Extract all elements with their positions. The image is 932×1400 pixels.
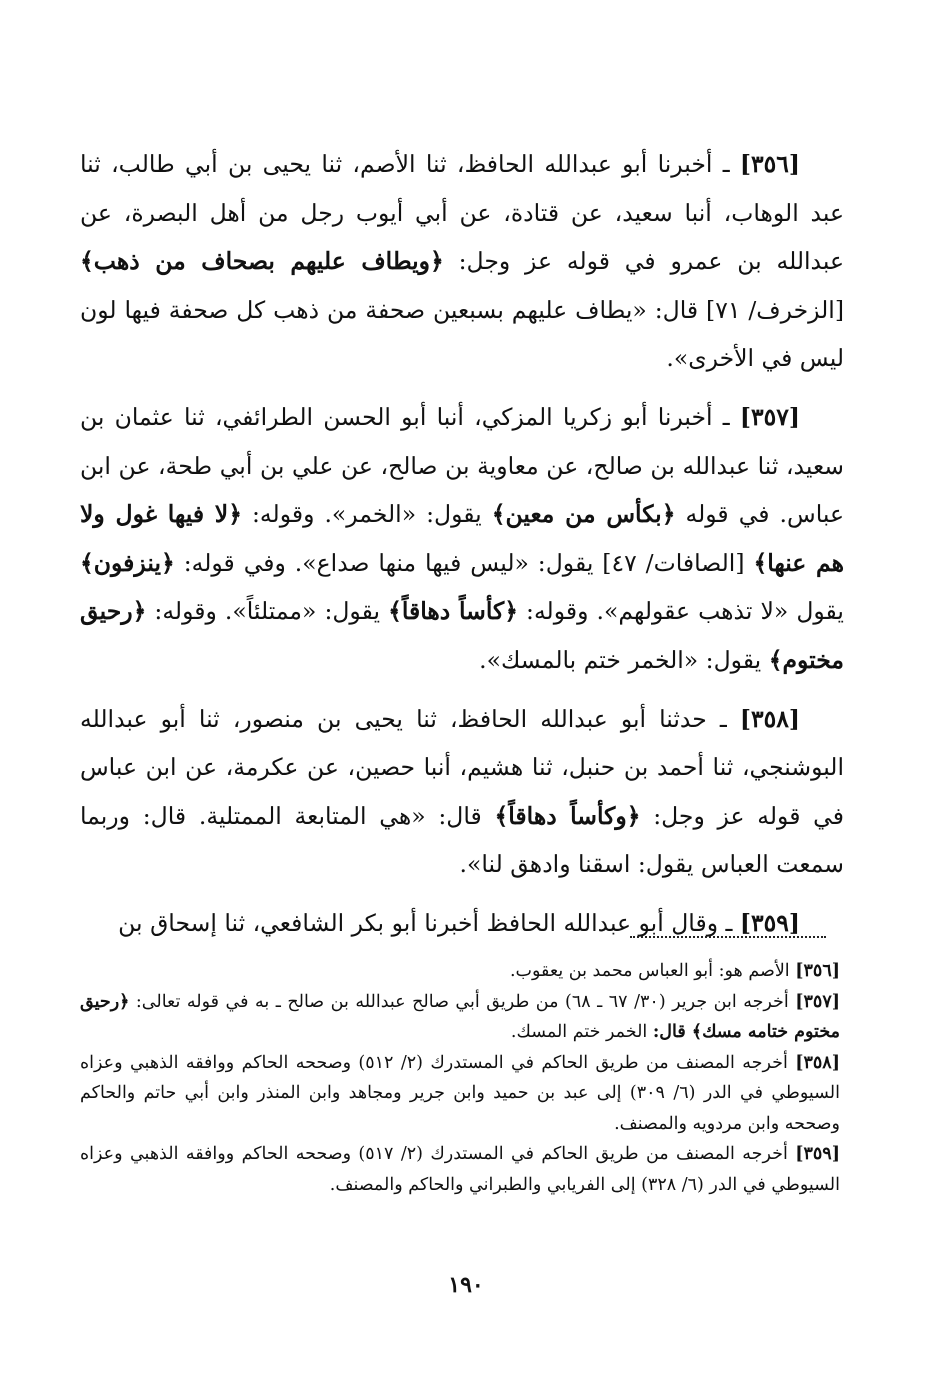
text-run: يقول: «ممتلئاً». وقوله: [146, 597, 389, 626]
text-run: [الزخرف/ ٧١] قال: «يطاف عليهم بسبعين صحفة من ذهب كل صحفة فيها لون ليس في الأخرى». [80, 295, 844, 373]
text-run: يقول: «الخمر». وقوله: [241, 500, 492, 529]
hadith-paragraph [80, 140, 844, 383]
hadith-number: [٣٥٨] [739, 704, 800, 733]
text-run: يقول: «الخمر ختم بالمسك». [479, 645, 769, 674]
text-run: ـ أخبرنا أبو زكريا المزكي، أنبا أبو الحسن الطرائفي، ثنا عثمان بن سعيد، ثنا عبدالله بن صالح، عن معاوية بن صالح، عن علي بن أبي طحة، عن ابن عباس. في قوله [80, 402, 844, 529]
footnote-number: [٣٥٩] [795, 1144, 840, 1164]
quran-quote: ﴿وكأساً دهاقاً﴾ [494, 801, 641, 830]
quran-quote: ﴿رحيق مختوم ختامه مسك﴾ قال: [80, 991, 840, 1042]
quran-quote: ﴿رحيق مختوم﴾ [80, 597, 844, 674]
footnotes [80, 956, 840, 1200]
hadith-paragraph [80, 393, 844, 685]
text-run: ـ أخبرنا أبو عبدالله الحافظ، ثنا الأصم، ثنا يحيى بن أبي طالب، ثنا عبد الوهاب، أنبا سعيد، عن قتادة، عن أبي أيوب رجل من أهل البصرة، عن عبدالله بن عمرو في قوله عز وجل: [80, 150, 844, 276]
text-run: ـ وقال أبو عبدالله الحافظ أخبرنا أبو بكر الشافعي، ثنا إسحاق بن [118, 908, 740, 937]
footnote-number: [٣٥٦] [795, 961, 840, 981]
footnote-number: [٣٥٧] [795, 991, 840, 1012]
quran-quote: ﴿لا فيها غول ولا هم عنها﴾ [80, 500, 844, 577]
text-run: ـ حدثنا أبو عبدالله الحافظ، ثنا يحيى بن منصور، ثنا أبو عبدالله البوشنجي، ثنا أحمد بن حنبل، ثنا هشيم، أنبا حصين، عن عكرمة، عن ابن عباس في قوله عز وجل: [80, 704, 844, 830]
quran-quote: ﴿ينزفون﴾ [80, 548, 175, 577]
footnote-separator [630, 936, 826, 938]
hadith-paragraph [80, 899, 844, 948]
footnote-text: الأصم هو: أبو العباس محمد بن يعقوب. [509, 961, 796, 981]
hadith-number: [٣٥٧] [739, 402, 800, 431]
footnote-number: [٣٥٨] [795, 1052, 840, 1073]
text-run: [الصافات/ ٤٧] يقول: «ليس فيها منها صداع». وفي قوله: [174, 548, 754, 577]
footnote [80, 1139, 840, 1200]
text-run: قال: «هي المتابعة الممتلية. قال: وربما سمعت العباس يقول: اسقنا وادهق لنا». [80, 801, 844, 879]
text-run: يقول «لا تذهب عقولهم». وقوله: [517, 597, 844, 626]
footnote-text: أخرجه المصنف من طريق الحاكم في المستدرك (٢/ ٥١٢) وصححه الحاكم ووافقه الذهبي وعزاه السيوطي في الدر (٦/ ٣٠٩) إلى عبد بن حميد وابن جرير ومجاهد وابن المنذر وابن أبي حاتم والحاكم وصححه وابن مردويه والمصنف. [80, 1052, 840, 1134]
footnote [80, 956, 840, 987]
footnote-text: أخرجه ابن جرير (٣٠/ ٦٧ ـ ٦٨) من طريق أبي صالح عبدالله بن صالح ـ به في قوله تعالى: [129, 991, 796, 1012]
hadith-number: [٣٥٩] [739, 908, 800, 937]
page-number: ١٩٠ [448, 1272, 484, 1298]
hadith-paragraph [80, 695, 844, 889]
footnote [80, 1048, 840, 1140]
quran-quote: ﴿ويطاف عليهم بصحاف من ذهب﴾ [80, 247, 444, 276]
main-text [80, 140, 844, 958]
footnote-text: أخرجه المصنف من طريق الحاكم في المستدرك (٢/ ٥١٧) وصححه الحاكم ووافقه الذهبي وعزاه السيوطي في الدر (٦/ ٣٢٨) إلى الفريابي والطبراني والحاكم والمصنف. [80, 1144, 840, 1195]
quran-quote: ﴿بكأس من معين﴾ [491, 500, 676, 529]
hadith-number: [٣٥٦] [739, 150, 800, 178]
footnote-text: الخمر ختم المسك. [510, 1022, 653, 1042]
footnote [80, 987, 840, 1048]
quran-quote: ﴿كأساً دهاقاً﴾ [388, 597, 518, 626]
